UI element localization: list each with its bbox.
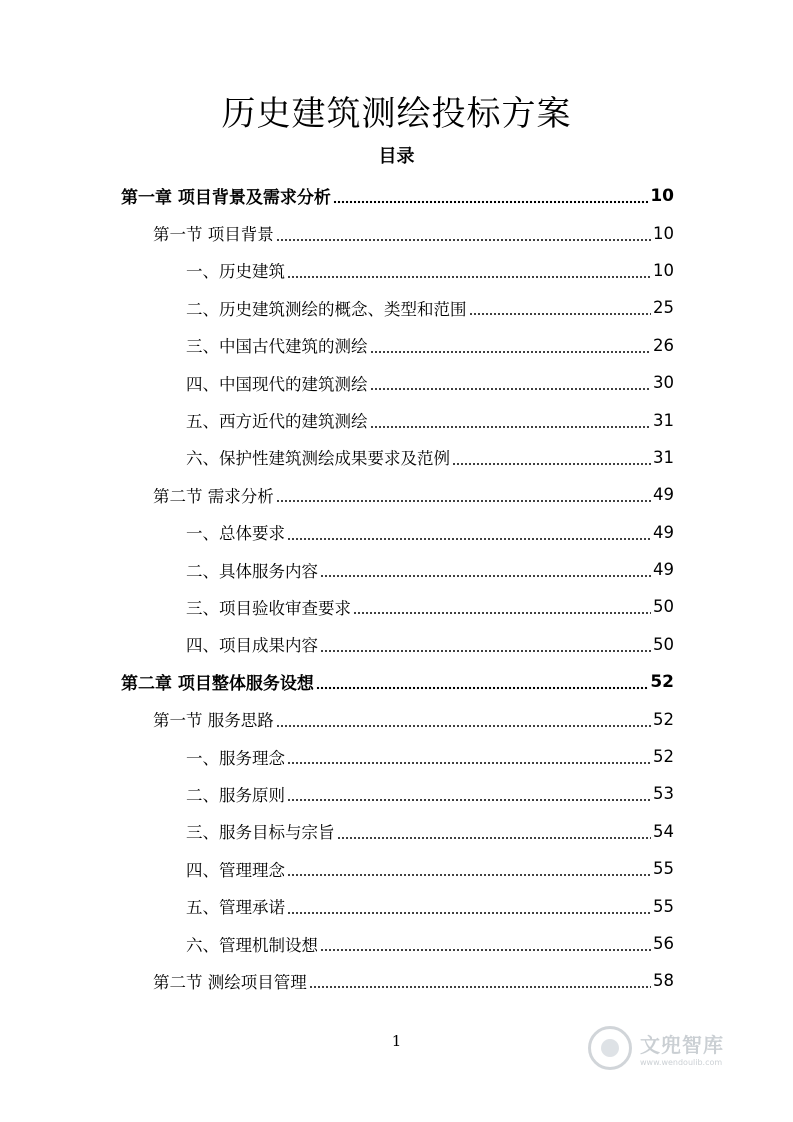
toc-entry-page: 49: [653, 485, 674, 505]
toc-entry-page: 49: [653, 522, 674, 542]
toc-entry-page: 54: [653, 821, 674, 841]
toc-entry-label: 一、服务理念: [186, 748, 285, 768]
toc-dot-leader: [287, 902, 651, 919]
toc-dot-leader: [320, 640, 651, 657]
watermark-url: www.wendoulib.com: [640, 1058, 723, 1067]
toc-entry[interactable]: [0, 476, 793, 513]
toc-entry-label: 第一节 项目背景: [153, 225, 274, 245]
toc-entry-page: 52: [653, 709, 674, 729]
toc-entry-page: 53: [653, 784, 674, 804]
toc-entry-label: 第二节 测绘项目管理: [153, 972, 307, 992]
toc-entry-page: 30: [653, 373, 674, 393]
toc-entry-label: 三、服务目标与宗旨: [186, 823, 335, 843]
toc-entry-page: 52: [650, 671, 674, 692]
toc-entry-label: 三、中国古代建筑的测绘: [186, 337, 368, 357]
toc-entry-label: 二、服务原则: [186, 785, 285, 805]
toc-dot-leader: [333, 191, 648, 208]
toc-entry[interactable]: [0, 588, 793, 625]
toc-entry[interactable]: [0, 775, 793, 812]
toc-entry[interactable]: [0, 401, 793, 438]
toc-entry[interactable]: [0, 813, 793, 850]
toc-entry-label: 第一节 服务思路: [153, 711, 274, 731]
toc-dot-leader: [370, 416, 652, 433]
toc-entry-label: 三、项目验收审查要求: [186, 598, 351, 618]
toc-entry-label: 四、项目成果内容: [186, 636, 318, 656]
toc-heading: 目录: [378, 146, 415, 167]
table-of-contents: [0, 177, 793, 1000]
toc-entry[interactable]: [0, 364, 793, 401]
toc-entry[interactable]: [0, 514, 793, 551]
toc-dot-leader: [287, 790, 651, 807]
toc-dot-leader: [370, 378, 652, 395]
toc-dot-leader: [287, 864, 651, 881]
toc-entry-label: 四、中国现代的建筑测绘: [186, 374, 368, 394]
toc-entry[interactable]: [0, 289, 793, 326]
toc-entry-label: 二、具体服务内容: [186, 561, 318, 581]
toc-entry[interactable]: [0, 252, 793, 289]
toc-entry[interactable]: [0, 700, 793, 737]
toc-entry-page: 31: [653, 447, 674, 467]
toc-entry-page: 50: [653, 597, 674, 617]
toc-dot-leader: [337, 827, 652, 844]
toc-entry-page: 10: [653, 260, 674, 280]
toc-entry[interactable]: [0, 177, 793, 214]
toc-entry[interactable]: [0, 887, 793, 924]
toc-entry-label: 五、西方近代的建筑测绘: [186, 412, 368, 432]
toc-entry[interactable]: [0, 925, 793, 962]
toc-dot-leader: [276, 491, 651, 508]
toc-dot-leader: [320, 565, 651, 582]
toc-entry-page: 10: [653, 223, 674, 243]
watermark-name: 文兜智库: [640, 1033, 724, 1057]
toc-entry-page: 55: [653, 859, 674, 879]
toc-dot-leader: [276, 229, 651, 246]
toc-entry-page: 25: [653, 298, 674, 318]
toc-entry-page: 49: [653, 560, 674, 580]
toc-entry-page: 55: [653, 896, 674, 916]
toc-entry[interactable]: [0, 551, 793, 588]
toc-entry-page: 10: [650, 185, 674, 206]
wendou-logo-icon: [588, 1026, 632, 1070]
toc-entry-label: 四、管理理念: [186, 860, 285, 880]
toc-entry-page: 50: [653, 634, 674, 654]
toc-entry-label: 六、保护性建筑测绘成果要求及范例: [186, 449, 450, 469]
toc-entry-label: 第二章 项目整体服务设想: [121, 674, 314, 695]
toc-entry-label: 五、管理承诺: [186, 898, 285, 918]
toc-dot-leader: [287, 528, 651, 545]
toc-dot-leader: [287, 266, 651, 283]
toc-entry-page: 58: [653, 971, 674, 991]
toc-dot-leader: [452, 453, 651, 470]
toc-dot-leader: [287, 752, 651, 769]
toc-dot-leader: [370, 341, 652, 358]
toc-entry-page: 26: [653, 335, 674, 355]
toc-entry-page: 31: [653, 410, 674, 430]
toc-entry-label: 六、管理机制设想: [186, 935, 318, 955]
toc-entry-label: 一、总体要求: [186, 524, 285, 544]
watermark: [588, 1020, 768, 1076]
toc-dot-leader: [309, 977, 651, 994]
toc-entry[interactable]: [0, 214, 793, 251]
toc-entry[interactable]: [0, 850, 793, 887]
toc-entry[interactable]: [0, 327, 793, 364]
toc-entry[interactable]: [0, 663, 793, 700]
toc-dot-leader: [316, 677, 648, 694]
toc-dot-leader: [469, 304, 652, 321]
document-title: 历史建筑测绘投标方案: [221, 94, 572, 134]
toc-dot-leader: [276, 715, 651, 732]
toc-entry-page: 56: [653, 934, 674, 953]
toc-entry[interactable]: [0, 738, 793, 775]
toc-entry-label: 二、历史建筑测绘的概念、类型和范围: [186, 299, 467, 319]
toc-dot-leader: [320, 939, 651, 956]
page-number: 1: [391, 1032, 402, 1050]
watermark-text: [640, 1029, 724, 1067]
toc-entry-page: 52: [653, 747, 674, 767]
toc-entry-label: 一、历史建筑: [186, 262, 285, 282]
toc-entry-label: 第二节 需求分析: [153, 486, 274, 506]
toc-dot-leader: [353, 603, 651, 620]
toc-entry[interactable]: [0, 439, 793, 476]
toc-entry-label: 第一章 项目背景及需求分析: [121, 188, 331, 209]
toc-entry[interactable]: [0, 962, 793, 999]
toc-entry[interactable]: [0, 626, 793, 663]
